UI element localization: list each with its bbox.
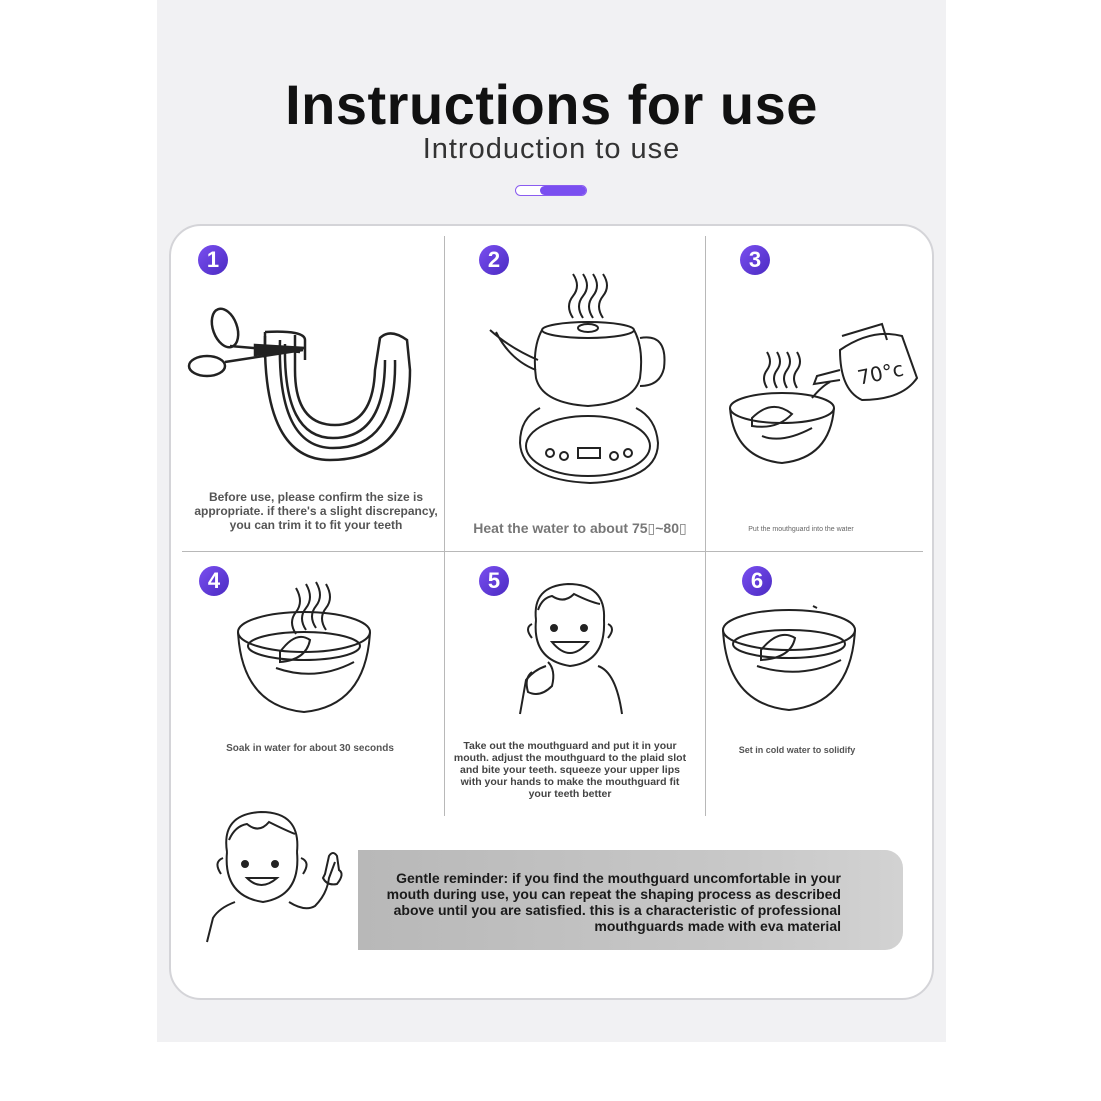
step-number-2: 2 [479, 245, 509, 275]
page-title: Instructions for use [285, 73, 818, 136]
scissors-mouthguard-icon [185, 300, 425, 475]
step-number-6: 6 [742, 566, 772, 596]
reminder-text: Gentle reminder: if you find the mouthguard uncomfortable in your mouth during use, you can repeat the shaping process as described above until you are satisfied. this is a characteristic of professional mouthguards made with eva material [386, 870, 841, 934]
step-caption-1: Before use, please confirm the size is appropriate. if there's a slight discrepancy, you can trim it to fit your teeth [194, 490, 438, 532]
kettle-on-base-icon [480, 268, 680, 500]
pour-water-bowl-icon [722, 318, 922, 478]
pointing-child-icon [205, 808, 355, 943]
page-subtitle: Introduction to use [422, 133, 681, 165]
grid-divider [444, 236, 445, 816]
step-caption-3: Put the mouthguard into the water [748, 526, 854, 533]
step-caption-4: Soak in water for about 30 seconds [226, 743, 394, 754]
step-caption-2: Heat the water to about 75▯~80▯ [473, 520, 687, 536]
section-indicator [515, 185, 587, 196]
reminder-box [358, 850, 903, 950]
step-caption-5: Take out the mouthguard and put it in your mouth. adjust the mouthguard to the plaid slot and bite your teeth. squeeze your upper lips with your hands to make the mouthguard fit your teeth better [453, 740, 687, 800]
step-number-3: 3 [740, 245, 770, 275]
step-caption-6: Set in cold water to solidify [738, 745, 856, 755]
grid-divider [182, 551, 923, 552]
cold-water-bowl-icon [721, 600, 861, 720]
steaming-bowl-icon [236, 570, 376, 720]
child-biting-icon [512, 580, 632, 720]
step-number-4: 4 [199, 566, 229, 596]
kettle-temperature-label: 70°c [855, 356, 906, 390]
step-number-5: 5 [479, 566, 509, 596]
step-number-1: 1 [198, 245, 228, 275]
